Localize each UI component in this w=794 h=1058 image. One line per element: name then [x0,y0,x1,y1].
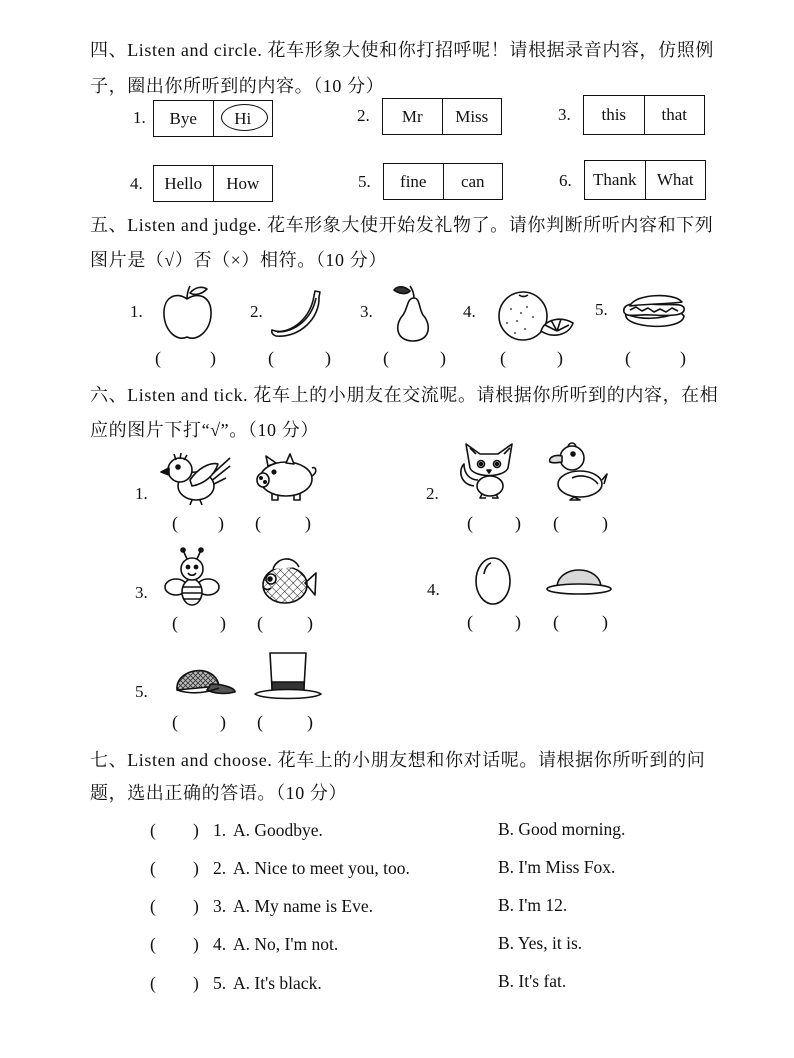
word-choice-box [382,98,502,135]
word-option-text: Hello [164,173,203,193]
word-option [213,101,273,136]
word-option [154,166,213,201]
answer-blank-open: ( [553,612,559,632]
apple-icon [160,284,215,342]
question-number: 5. [213,973,227,993]
section-4-title-line-1: 四、Listen and circle. 花车形象大使和你打招呼呢！请根据录音内容，仿照例 [90,40,714,60]
answer-blank-close: ) [193,858,199,878]
item-number: 3. [135,583,148,602]
word-option-text: How [226,173,260,193]
item-number: 4. [427,580,440,599]
answer-blank-open: ( [500,348,506,368]
word-option [585,161,645,199]
answer-blank-open: ( [172,513,178,533]
word-option-text: Miss [455,106,489,126]
item-number: 1. [135,484,148,503]
word-choice-box [153,165,273,202]
answer-blank-close: ) [218,513,224,533]
option-a: A. Nice to meet you, too. [233,858,410,878]
answer-blank-open: ( [255,513,261,533]
answer-blank-close: ) [305,513,311,533]
answer-blank-close: ) [440,348,446,368]
cap-icon [173,658,237,698]
answer-blank-open: ( [150,896,156,916]
item-number: 4. [130,174,143,193]
item-number: 5. [358,172,371,191]
option-a: A. Goodbye. [233,820,323,840]
answer-blank-close: ) [602,513,608,533]
option-a: A. No, I'm not. [233,934,339,954]
option-b: B. I'm 12. [498,895,568,915]
word-option [383,99,442,134]
word-choice-box [583,95,705,135]
word-option-text: this [601,105,627,124]
question-number: 2. [213,858,227,878]
word-option [442,99,502,134]
word-option-text: fine [400,171,427,191]
answer-blank-open: ( [172,712,178,732]
word-choice-box [153,100,273,137]
fox-icon [458,440,518,500]
answer-blank-open: ( [150,973,156,993]
answer-blank-open: ( [155,348,161,368]
word-choice-box [584,160,706,200]
item-number: 2. [250,302,263,321]
duck-icon [546,440,608,500]
option-a: A. It's black. [233,973,322,993]
section-7-title-line-1: 七、Listen and choose. 花车上的小朋友想和你对话呢。请根据你所听到的问 [90,750,706,770]
section-6-title-line-1: 六、Listen and tick. 花车上的小朋友在交流呢。请根据你所听到的内容，在相 [90,385,719,405]
word-option [645,161,706,199]
item-number: 2. [426,484,439,503]
answer-blank-close: ) [193,896,199,916]
option-a: A. My name is Eve. [233,896,373,916]
answer-blank-close: ) [307,712,313,732]
word-choice-box [383,163,503,200]
option-b: B. Good morning. [498,819,626,839]
item-number: 5. [135,682,148,701]
word-option-text: can [460,171,485,191]
answer-blank-close: ) [220,613,226,633]
top-hat-icon [253,650,323,702]
word-option-text: Thank [593,170,637,189]
item-number: 2. [357,106,370,125]
section-5-title-line-2: 图片是（√）否（×）相符。（10 分） [90,250,387,270]
answer-blank-open: ( [150,820,156,840]
answer-blank-close: ) [557,348,563,368]
section-4-title-line-2: 子，圈出你所听到的内容。（10 分） [90,76,385,96]
round-hat-icon [545,558,613,598]
answer-blank-close: ) [680,348,686,368]
word-option-text: Hi [234,108,252,128]
word-option [154,101,213,136]
answer-blank-close: ) [325,348,331,368]
bird-icon [160,448,232,506]
orange-icon [495,289,575,341]
item-number: 5. [595,300,608,319]
hotdog-icon [620,290,688,334]
answer-blank-close: ) [193,973,199,993]
answer-blank-close: ) [515,612,521,632]
item-number: 6. [559,171,572,190]
answer-blank-open: ( [383,348,389,368]
word-option-text: Bye [169,108,197,128]
answer-blank-open: ( [625,348,631,368]
answer-blank-close: ) [220,712,226,732]
bee-icon [163,547,221,607]
answer-blank-open: ( [172,613,178,633]
option-b: B. Yes, it is. [498,933,583,953]
answer-blank-open: ( [257,712,263,732]
answer-blank-close: ) [515,513,521,533]
section-5-title-line-1: 五、Listen and judge. 花车形象大使开始发礼物了。请你判断所听内容和下列 [90,215,714,235]
section-7-title-line-2: 题，选出正确的答语。（10 分） [90,783,348,803]
option-b: B. I'm Miss Fox. [498,857,616,877]
section-6-title-line-2: 应的图片下打“√”。（10 分） [90,420,319,440]
egg-icon [472,556,514,606]
pear-icon [385,284,440,344]
answer-blank-open: ( [257,613,263,633]
word-option [644,96,705,134]
word-option-text: Mr [401,106,423,126]
item-number: 4. [463,302,476,321]
answer-blank-open: ( [150,858,156,878]
item-number: 1. [133,108,146,127]
answer-blank-open: ( [268,348,274,368]
question-number: 4. [213,934,227,954]
answer-blank-open: ( [553,513,559,533]
word-option [443,164,503,199]
answer-blank-open: ( [150,934,156,954]
question-number: 3. [213,896,227,916]
fish-icon [255,553,317,607]
answer-blank-close: ) [210,348,216,368]
banana-icon [268,288,323,338]
item-number: 3. [360,302,373,321]
answer-blank-close: ) [193,934,199,954]
option-b: B. It's fat. [498,971,567,991]
word-option [384,164,443,199]
item-number: 3. [558,105,571,124]
answer-circle [221,104,268,131]
word-option-text: that [661,105,687,124]
answer-blank-close: ) [307,613,313,633]
answer-blank-open: ( [467,612,473,632]
word-option-text: What [656,170,694,189]
word-option [213,166,273,201]
answer-blank-close: ) [193,820,199,840]
pig-icon [250,452,318,502]
item-number: 1. [130,302,143,321]
answer-blank-open: ( [467,513,473,533]
answer-blank-close: ) [602,612,608,632]
word-option [584,96,644,134]
question-number: 1. [213,820,227,840]
